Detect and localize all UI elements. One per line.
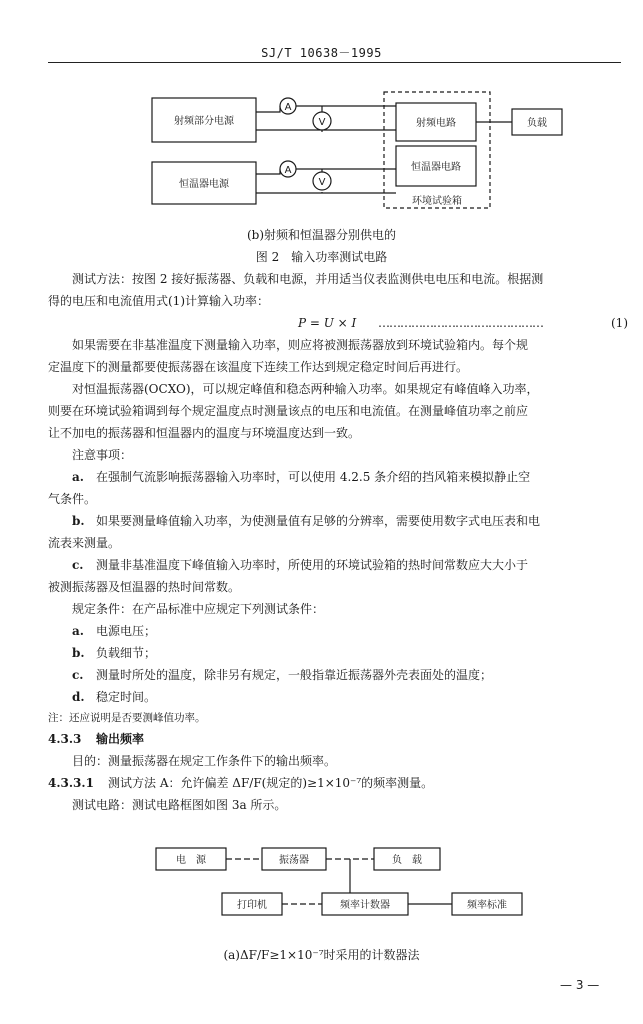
figure-2-diagram bbox=[0, 80, 643, 220]
spec-c-label: c. bbox=[72, 668, 84, 682]
note-c-text: 测量非基准温度下峰值输入功率时，所使用的环境试验箱的热时间常数应大大小于 bbox=[96, 558, 529, 572]
note-small: 注：还应说明是否要测峰值功率。 bbox=[48, 712, 206, 724]
standard-code-header: SJ/T 10638－1995 bbox=[261, 46, 382, 60]
figure-3a-diagram bbox=[0, 836, 643, 926]
spec-title: 规定条件：在产品标准中应规定下列测试条件： bbox=[72, 602, 325, 616]
para3-line-2: 则要在环境试验箱调到每个规定温度点时测量该点的电压和电流值。在测量峰值功率之前应 bbox=[48, 404, 529, 418]
spec-c-text: 测量时所处的温度，除非另有规定，一般指靠近振荡器外壳表面处的温度； bbox=[96, 668, 493, 682]
body-text bbox=[48, 268, 628, 816]
section-4-3-3-1-number: 4.3.3.1 bbox=[48, 776, 94, 790]
meter-v-label: V bbox=[318, 117, 326, 128]
para2-line-1: 如果需要在非基准温度下测量输入功率，则应将被测振荡器放到环境试验箱内。每个规 bbox=[72, 338, 529, 352]
spec-d-text: 稳定时间。 bbox=[96, 690, 157, 704]
spec-b-label: b. bbox=[72, 646, 85, 660]
header-rule bbox=[48, 62, 621, 63]
method-line-2: 得的电压和电流值用式(1)计算输入功率： bbox=[48, 294, 269, 308]
purpose: 目的：测量振荡器在规定工作条件下的输出频率。 bbox=[72, 754, 337, 768]
load-label: 负载 bbox=[527, 118, 547, 129]
figure-2-caption: 图 2 输入功率测试电路 bbox=[255, 250, 388, 264]
freq-std-label: 频率标准 bbox=[467, 900, 507, 911]
formula-number: (1) bbox=[611, 316, 628, 330]
section-4-3-3-1-text: 测试方法 A：允许偏差 ΔF/F(规定的)≥1×10⁻⁷的频率测量。 bbox=[108, 776, 434, 790]
notes-title: 注意事项： bbox=[72, 448, 133, 462]
oscillator-label: 振荡器 bbox=[279, 855, 309, 866]
formula-leader: ……………………………………… bbox=[378, 316, 543, 330]
spec-d bbox=[48, 686, 628, 708]
spec-d-label: d. bbox=[72, 690, 85, 704]
para3-line-3: 让不加电的振荡器和恒温器内的温度与环境温度达到一致。 bbox=[48, 426, 361, 440]
para3-line-1: 对恒温振荡器(OCXO)，可以规定峰值和稳态两种输入功率。如果规定有峰值峰入功率， bbox=[72, 382, 539, 396]
note-b-line-2: 流表来测量。 bbox=[48, 536, 121, 550]
spec-c bbox=[48, 664, 628, 686]
note-a-line-1 bbox=[48, 466, 628, 488]
note-a-line-2: 气条件。 bbox=[48, 492, 97, 506]
note-c-label: c. bbox=[72, 558, 84, 572]
rf-power-label: 射频部分电源 bbox=[174, 116, 234, 127]
env-chamber-box bbox=[384, 92, 490, 208]
para2-line-2: 定温度下的测量都要使振荡器在该温度下连续工作达到规定稳定时间后再进行。 bbox=[48, 360, 469, 374]
page-number: — 3 — bbox=[560, 978, 600, 992]
rf-circuit-label: 射频电路 bbox=[416, 118, 456, 129]
oven-power-label: 恒温器电源 bbox=[179, 179, 229, 190]
section-4-3-3-1 bbox=[48, 772, 628, 794]
note-b-text: 如果要测量峰值输入功率，为使测量值有足够的分辨率，需要使用数字式电压表和电 bbox=[96, 514, 541, 528]
spec-b-text: 负载细节； bbox=[96, 646, 157, 660]
section-4-3-3-number: 4.3.3 bbox=[48, 732, 82, 746]
load-label-3a: 负 载 bbox=[392, 855, 422, 866]
spec-a bbox=[48, 620, 628, 642]
figure-3a-caption: (a)ΔF/F≥1×10⁻⁷时采用的计数器法 bbox=[223, 948, 420, 962]
formula: P = U × I bbox=[298, 316, 357, 330]
meter-a-label: A bbox=[284, 102, 292, 113]
power-label: 电 源 bbox=[176, 855, 206, 866]
spec-b bbox=[48, 642, 628, 664]
spec-a-text: 电源电压； bbox=[96, 624, 157, 638]
circuit-text: 测试电路：测试电路框图如图 3a 所示。 bbox=[72, 798, 287, 812]
spec-a-label: a. bbox=[72, 624, 84, 638]
note-c-line-1 bbox=[48, 554, 628, 576]
figure-2-subcaption: (b)射频和恒温器分别供电的 bbox=[246, 228, 397, 242]
note-c-line-2: 被测振荡器及恒温器的热时间常数。 bbox=[48, 580, 241, 594]
section-4-3-3-title: 输出频率 bbox=[96, 732, 145, 746]
method-line-1: 测试方法：按图 2 接好振荡器、负载和电源，并用适当仪表监测供电电压和电流。根据测 bbox=[72, 272, 544, 286]
oven-circuit-label: 恒温器电路 bbox=[411, 162, 461, 173]
counter-label: 频率计数器 bbox=[340, 900, 390, 911]
printer-label: 打印机 bbox=[237, 900, 267, 911]
note-a-label: a. bbox=[72, 470, 84, 484]
meter-a-label: A bbox=[284, 165, 292, 176]
meter-v-label: V bbox=[318, 177, 326, 188]
formula-line bbox=[48, 312, 628, 334]
note-b-line-1 bbox=[48, 510, 628, 532]
env-chamber-label: 环境试验箱 bbox=[412, 196, 462, 207]
note-a-text: 在强制气流影响振荡器输入功率时，可以使用 4.2.5 条介绍的挡风箱来模拟静止空 bbox=[96, 470, 531, 484]
note-b-label: b. bbox=[72, 514, 85, 528]
section-4-3-3 bbox=[48, 728, 628, 750]
